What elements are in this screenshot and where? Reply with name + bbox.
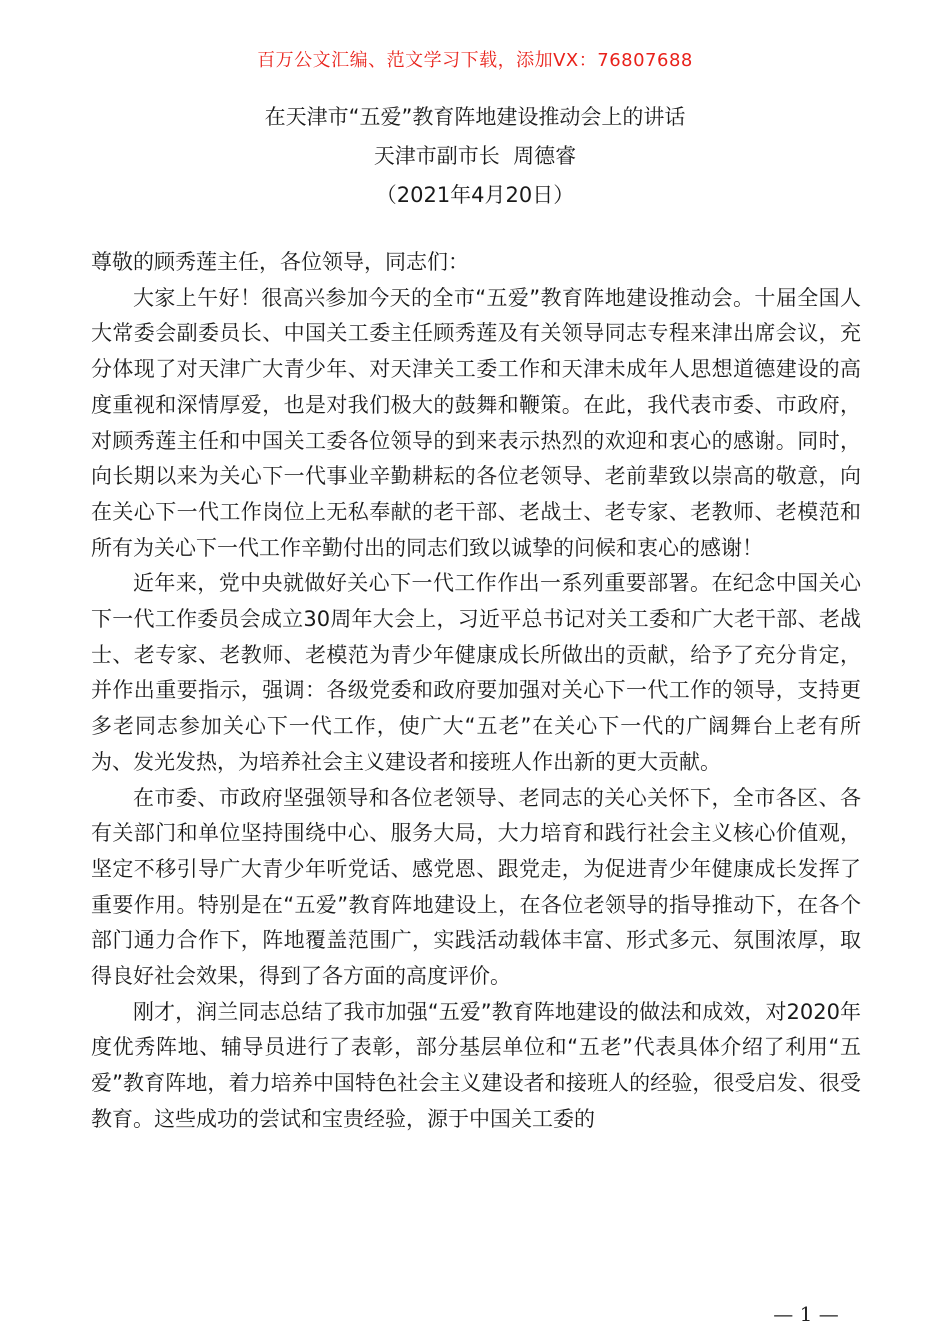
speech-date: （2021年4月20日） xyxy=(375,183,575,207)
speech-title: 在天津市“五爱”教育阵地建设推动会上的讲话 xyxy=(264,105,686,129)
paragraph-1: 大家上午好！很高兴参加今天的全市“五爱”教育阵地建设推动会。十届全国人大常委会副委员长、中国关工委主任顾秀莲及有关领导同志专程来津出席会议，充分体现了对天津广大青少年、对天津关工委工作和天津未成年人思想道德建设的高度重视和深情厚爱，也是对我们极大的鼓舞和鞭策。在此，我代表市委、市政府，对顾秀莲主任和中国关工委各位领导的到来表示热烈的欢迎和衷心的感谢。同时，向长期以来为关心下一代事业辛勤耕耘的各位老领导、老前辈致以崇高的敬意，向在关心下一代工作岗位上无私奉献的老干部、老战士、老专家、老教师、老模范和所有为关心下一代工作辛勤付出的同志们致以诚挚的问候和衷心的感谢！ xyxy=(91,285,861,560)
speech-body xyxy=(91,245,861,1138)
speaker-line: 天津市副市长 周德睿 xyxy=(373,144,577,168)
promo-banner: 百万公文汇编、范文学习下载，添加VX：76807688 xyxy=(257,50,693,71)
salutation: 尊敬的顾秀莲主任，各位领导，同志们： xyxy=(91,250,469,274)
paragraph-4: 刚才，润兰同志总结了我市加强“五爱”教育阵地建设的做法和成效，对2020年度优秀阵地、辅导员进行了表彰，部分基层单位和“五老”代表具体介绍了利用“五爱”教育阵地，着力培养中国特色社会主义建设者和接班人的经验，很受启发、很受教育。这些成功的尝试和宝贵经验，源于中国关工委的 xyxy=(91,999,861,1131)
paragraph-3: 在市委、市政府坚强领导和各位老领导、老同志的关心关怀下，全市各区、各有关部门和单位坚持围绕中心、服务大局，大力培育和践行社会主义核心价值观，坚定不移引导广大青少年听党话、感党恩、跟党走，为促进青少年健康成长发挥了重要作用。特别是在“五爱”教育阵地建设上，在各位老领导的指导推动下，在各个部门通力合作下，阵地覆盖范围广，实践活动载体丰富、形式多元、氛围浓厚，取得良好社会效果，得到了各方面的高度评价。 xyxy=(91,785,861,989)
title-block xyxy=(0,98,950,215)
paragraph-2: 近年来，党中央就做好关心下一代工作作出一系列重要部署。在纪念中国关心下一代工作委员会成立30周年大会上，习近平总书记对关工委和广大老干部、老战士、老专家、老教师、老模范为青少年健康成长所做出的贡献，给予了充分肯定，并作出重要指示，强调：各级党委和政府要加强对关心下一代工作的领导，支持更多老同志参加关心下一代工作，使广大“五老”在关心下一代的广阔舞台上老有所为、发光发热，为培养社会主义建设者和接班人作出新的更大贡献。 xyxy=(91,571,861,774)
page-number: — 1 — xyxy=(773,1302,839,1326)
